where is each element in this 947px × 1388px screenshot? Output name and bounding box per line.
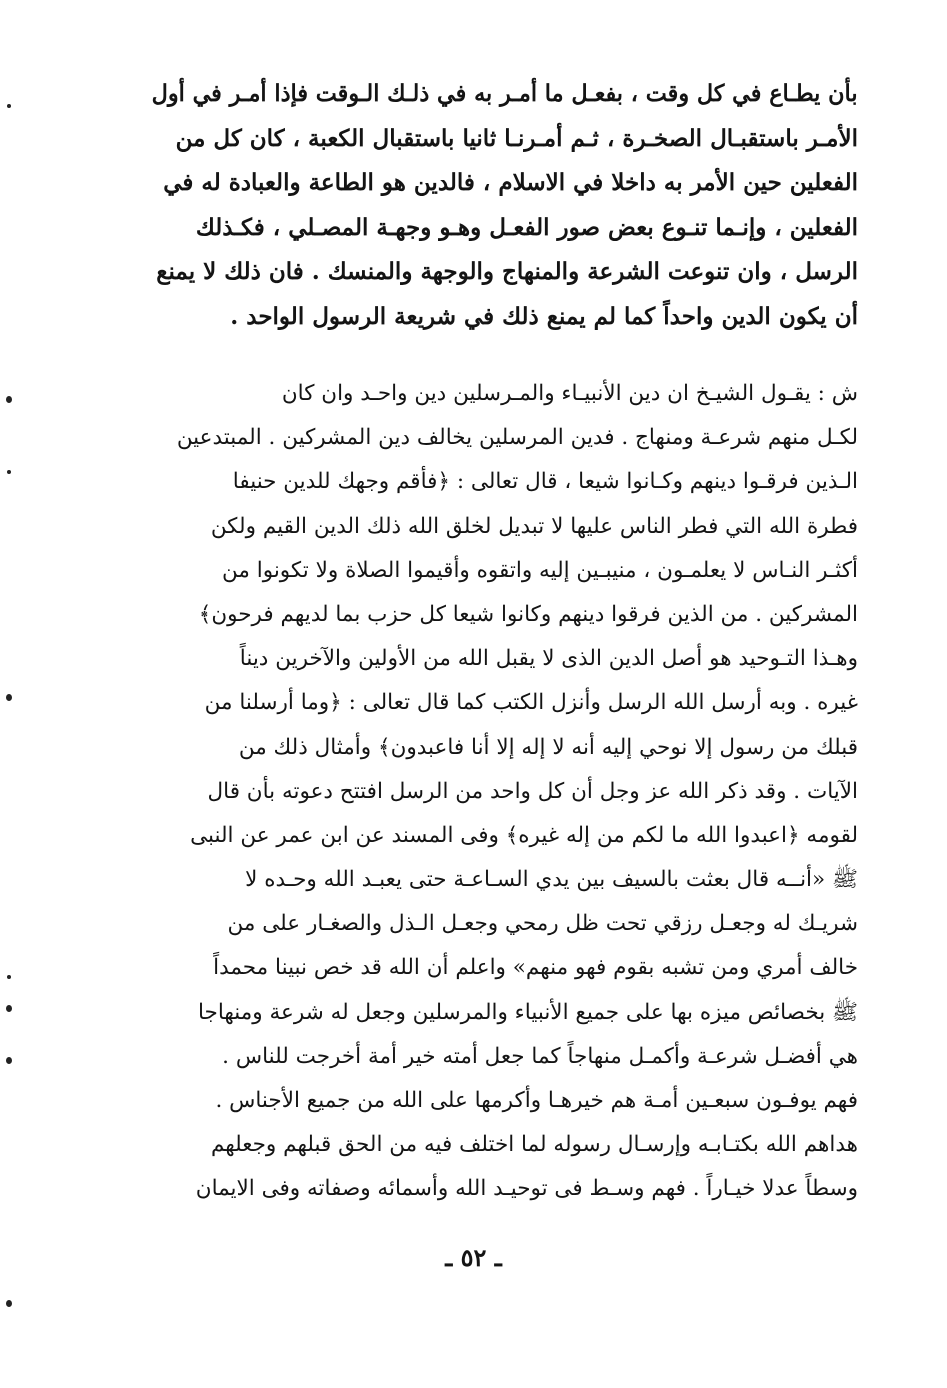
scan-dot [6, 1300, 12, 1307]
sharh-line: ﷺ «أنــه قال بعثت بالسيف بين يدي السـاعـة حتى يعبـد الله وحـده لا [245, 867, 858, 893]
sharh-line: فهم يوفـون سبعـين أمـة هم خيرهـا وأكرمها على الله من جميع الأجناس . [215, 1088, 858, 1113]
sharh-line: أكثـر النـاس لا يعلمـون ، منيبـين إليه واتقوه وأقيموا الصلاة ولا تكونوا من [222, 557, 858, 583]
sharh-line: ش : يقـول الشيـخ ان دين الأنبيـاء والمـرسلين دين واحـد وان كان [281, 381, 858, 406]
matn-paragraph [152, 72, 858, 339]
sharh-paragraph [152, 372, 858, 1212]
page-number: ـ ٥٢ ـ [445, 1243, 502, 1272]
sharh-line: المشركين . من الذين فرقوا دينهم وكانوا شيعا كل حزب بما لديهم فرحون﴾ [198, 601, 858, 627]
matn-line: الفعلين حين الأمر به داخلا في الاسلام ، فالدين هو الطاعة والعبادة له في [163, 169, 858, 196]
scan-dot [6, 1005, 12, 1012]
sharh-line: هي أفضـل شرعـة وأكمـل منهاجاً كما جعل أمته خير أمة أخرجت للناس . [222, 1043, 858, 1069]
sharh-line: لكـل منهم شرعـة ومنهاج . فدين المرسلين يخالف دين المشركين . المبتدعين [176, 425, 858, 451]
sharh-line: ﷺ بخصائص ميزه بها على جميع الأنبياء والمرسلين وجعل له شرعة ومنهاجا [198, 999, 858, 1025]
sharh-line: خالف أمري ومن تشبه بقوم فهو منهم» واعلم أن الله قد خص نبينا محمداً [213, 955, 858, 981]
sharh-line: شريـك له وجعـل رزقي تحت ظل رمحي وجعـل الـذل والصغـار على من [227, 911, 858, 937]
matn-line: بأن يطـاع في كل وقت ، بفعـل ما أمـر به في ذلـك الـوقت فإذا أمـر في أول [152, 80, 858, 107]
sharh-line: وهـذا التـوحيد هو أصل الدين الذى لا يقبل الله من الأولين والآخرين ديناً [239, 646, 858, 672]
sharh-line: قبلك من رسول إلا نوحي إليه أنه لا إله إلا أنا فاعبدون﴾ وأمثال ذلك من [238, 734, 858, 760]
matn-line: الأمـر باستقبـال الصخـرة ، ثـم أمـرنـا ثانيا باستقبال الكعبة ، كان كل من [175, 124, 858, 152]
sharh-line: هداهم الله بكتـابـه وإرسـال رسوله لما اختلف فيه من الحق قبلهم وجعلهم [210, 1132, 858, 1158]
sharh-line: غيره . وبه أرسل الله الرسل وأنزل الكتب كما قال تعالى : ﴿وما أرسلنا من [204, 690, 858, 716]
matn-line: الرسل ، وان تنوعت الشرعة والمنهاج والوجهة والمنسك . فان ذلك لا يمنع [156, 258, 858, 285]
sharh-line: وسطاً عدلا خيـاراً . فهم وسـط فى توحيـد الله وأسمائه وصفاته وفى الايمان [195, 1176, 858, 1202]
scan-dot [6, 694, 12, 701]
sharh-line: الآيات . وقد ذكر الله عز وجل أن كل واحد من الرسل افتتح دعوته بأن قال [207, 778, 858, 804]
sharh-line: لقومه ﴿اعبدوا الله ما لكم من إله غيره﴾ وفى المسند عن ابن عمر عن النبى [190, 822, 858, 848]
scan-dot [7, 104, 11, 108]
sharh-line: الـذين فرقـوا دينهم وكـانوا شيعا ، قال تعالى : ﴿فأقم وجهك للدين حنيفا [232, 469, 858, 495]
scan-dot [7, 975, 11, 979]
matn-line: الفعلين ، وإنـما تنـوع بعض صور الفعـل وهـو وجهـة المصـلي ، فكـذلك [195, 213, 858, 241]
sharh-line: فطرة الله التي فطر الناس عليها لا تبديل لخلق الله ذلك الدين القيم ولكن [210, 513, 858, 539]
matn-line: أن يكون الدين واحداً كما لم يمنع ذلك في شريعة الرسول الواحد . [230, 302, 858, 330]
scan-dot [6, 396, 12, 403]
scan-dot [7, 470, 11, 474]
scan-dot [6, 1057, 12, 1064]
